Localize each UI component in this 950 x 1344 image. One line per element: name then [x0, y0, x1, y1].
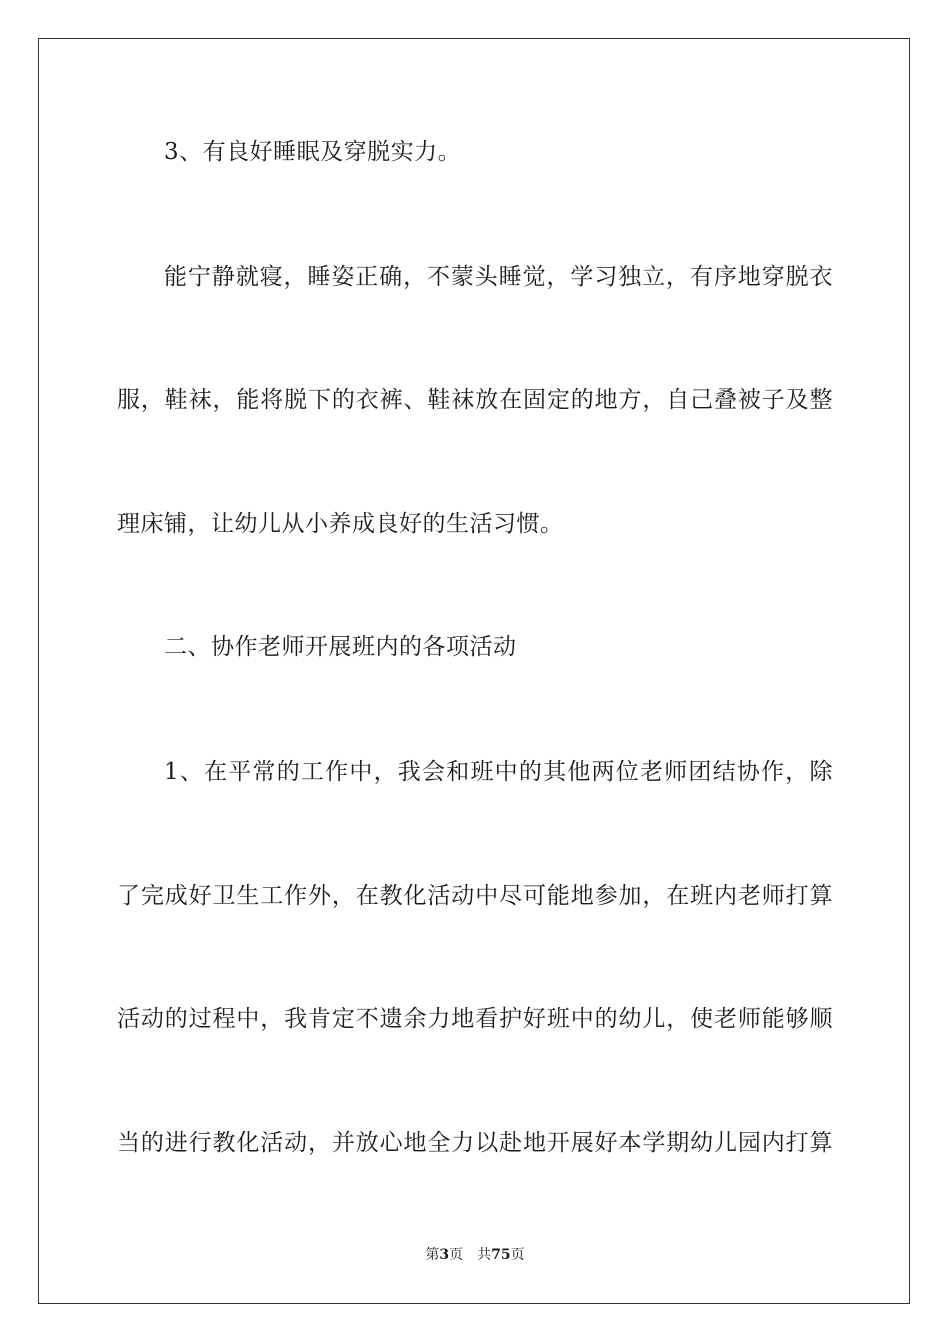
paragraph-line-4: 理床铺，让幼儿从小养成良好的生活习惯。	[117, 511, 564, 537]
paragraph-line-3: 服，鞋袜，能将脱下的衣裤、鞋袜放在固定的地方，自己叠被子及整	[117, 387, 833, 413]
footer-total-suffix: 页	[510, 1247, 525, 1263]
footer-total-pages: 75	[491, 1247, 511, 1263]
footer-page-prefix: 第	[425, 1247, 440, 1263]
paragraph-line-6: 1、在平常的工作中，我会和班中的其他两位老师团结协作，除	[164, 759, 833, 785]
page-border	[38, 38, 910, 1304]
paragraph-line-9: 当的进行教化活动，并放心地全力以赴地开展好本学期幼儿园内打算	[117, 1130, 833, 1156]
paragraph-line-1: 3、有良好睡眠及穿脱实力。	[164, 139, 462, 165]
footer-page-number: 3	[439, 1247, 450, 1263]
footer-total-prefix: 共	[477, 1247, 492, 1263]
page-footer	[0, 1246, 950, 1264]
footer-page-suffix: 页	[449, 1247, 464, 1263]
paragraph-line-8: 活动的过程中，我肯定不遗余力地看护好班中的幼儿，使老师能够顺	[117, 1006, 833, 1032]
section-heading: 二、协作老师开展班内的各项活动	[164, 634, 517, 660]
paragraph-line-7: 了完成好卫生工作外，在教化活动中尽可能地参加，在班内老师打算	[117, 883, 833, 909]
paragraph-line-2: 能宁静就寝，睡姿正确，不蒙头睡觉，学习独立，有序地穿脱衣	[164, 264, 833, 290]
